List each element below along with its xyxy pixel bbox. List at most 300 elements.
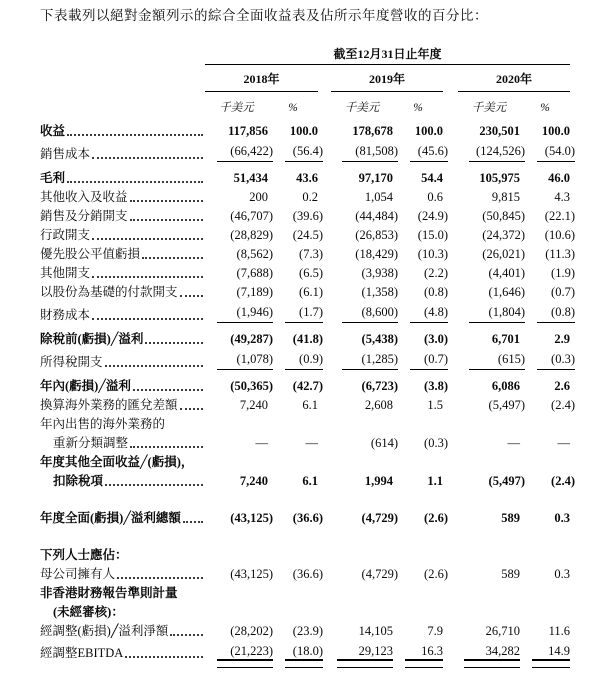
- dot-leader: [180, 295, 203, 297]
- percent-cell: [268, 623, 323, 639]
- cell-value: 0.2: [302, 190, 318, 204]
- percent-cell: [268, 378, 323, 394]
- amount-cell: [458, 284, 525, 300]
- amount-cell: [331, 435, 398, 451]
- cell-value: (3,938): [361, 266, 398, 280]
- percent-cell: [520, 435, 570, 451]
- row-label: 行政開支: [40, 228, 91, 242]
- amount-cell: [458, 246, 525, 262]
- row-label-cell: [40, 307, 205, 323]
- row-label: 財務成本: [40, 308, 91, 322]
- cell-value: 97,170: [358, 171, 393, 185]
- row-label: 母公司擁有人: [40, 567, 116, 581]
- percent-cell: [393, 123, 443, 139]
- cell-value: (44,484): [355, 209, 398, 223]
- percent-cell: [268, 510, 323, 526]
- percent-cell: [393, 566, 448, 582]
- row-label: 優先股公平值虧損: [40, 247, 141, 261]
- cell-value: (81,508): [342, 143, 398, 162]
- row-label-cell: [40, 227, 205, 243]
- cell-value: 2,608: [364, 398, 393, 412]
- amount-cell: [331, 566, 398, 582]
- cell-value: (2.6): [424, 567, 448, 581]
- cell-value: —: [557, 436, 570, 450]
- cell-value: (10.6): [544, 228, 575, 242]
- percent-cell: [268, 643, 323, 661]
- amount-cell: [458, 304, 525, 323]
- cell-value: (1,646): [488, 285, 525, 299]
- row-label: 年內出售的海外業務的: [40, 417, 166, 431]
- cell-value: (10.3): [417, 247, 448, 261]
- row-label-cell: [40, 510, 205, 526]
- amount-cell: [458, 227, 525, 243]
- cell-value: 4.3: [554, 190, 570, 204]
- amount-cell: [205, 143, 273, 162]
- cell-value: 100.0: [414, 124, 443, 138]
- cell-value: (614): [370, 436, 398, 450]
- cell-value: (1,285): [342, 351, 398, 370]
- row-label: 重新分類調整: [53, 436, 129, 450]
- cell-value: —: [305, 436, 318, 450]
- unit-headers: [205, 101, 570, 115]
- percent-cell: [393, 246, 448, 262]
- percent-cell: [520, 246, 575, 262]
- cell-value: 14.9: [532, 643, 570, 661]
- row-label: 年度其他全面收益╱(虧損)，: [40, 455, 194, 469]
- cell-value: (11.3): [545, 247, 575, 261]
- percent-cell: [268, 189, 318, 205]
- amount-cell: [205, 123, 268, 139]
- amount-cell: [205, 246, 273, 262]
- percent-cell: [520, 265, 575, 281]
- amount-cell: [458, 351, 525, 370]
- cell-value: (41.8): [292, 332, 323, 346]
- percent-cell: [520, 123, 570, 139]
- table-row: [40, 300, 575, 323]
- percent-cell: [393, 227, 448, 243]
- cell-value: (0.8): [424, 285, 448, 299]
- amount-cell: [205, 189, 268, 205]
- row-label-cell: [40, 585, 570, 601]
- amount-cell: [205, 378, 273, 394]
- cell-value: (1,078): [217, 351, 273, 370]
- amount-cell: [458, 435, 520, 451]
- table-row: [40, 205, 575, 224]
- cell-value: (4.8): [410, 304, 448, 323]
- cell-value: 6,086: [491, 379, 520, 393]
- dot-leader: [125, 656, 203, 658]
- cell-value: (28,829): [230, 228, 273, 242]
- row-label-cell: [40, 189, 205, 205]
- amount-cell: [331, 473, 393, 489]
- amount-cell: [331, 123, 393, 139]
- row-label: 其他開支: [40, 266, 91, 280]
- cell-value: 6.1: [302, 398, 318, 412]
- amount-cell: [331, 227, 398, 243]
- table-row: [40, 120, 570, 139]
- cell-value: 2.9: [554, 332, 570, 346]
- cell-value: 6,701: [491, 332, 520, 346]
- percent-cell: [268, 351, 323, 370]
- cell-value: (56.4): [285, 143, 323, 162]
- cell-value: (0.3): [537, 351, 575, 370]
- amount-cell: [205, 623, 273, 639]
- cell-value: (24,372): [482, 228, 525, 242]
- percent-cell: [268, 208, 323, 224]
- cell-value: (0.8): [537, 304, 575, 323]
- dot-leader: [67, 181, 203, 183]
- cell-value: 11.6: [548, 624, 570, 638]
- row-label: 非香港財務報告準則計量: [40, 586, 178, 600]
- percent-cell: [520, 566, 570, 582]
- table-row: [40, 451, 570, 470]
- cell-value: 43.6: [296, 171, 318, 185]
- percent-label-2019: %: [413, 102, 423, 114]
- percent-cell: [393, 170, 443, 186]
- amount-cell: [458, 378, 520, 394]
- cell-value: (26,021): [482, 247, 525, 261]
- cell-value: (36.6): [292, 567, 323, 581]
- cell-value: 1.5: [427, 398, 443, 412]
- cell-value: 16.3: [405, 643, 443, 661]
- amount-cell: [331, 397, 393, 413]
- table-row: [40, 347, 575, 370]
- cell-value: (8,562): [236, 247, 273, 261]
- cell-value: (7,189): [236, 285, 273, 299]
- percent-cell: [268, 331, 323, 347]
- percent-label-2018: %: [288, 102, 298, 114]
- percent-cell: [393, 397, 443, 413]
- percent-cell: [393, 378, 448, 394]
- row-label-cell: [40, 265, 205, 281]
- row-label-cell: [40, 473, 205, 489]
- cell-value: 2.6: [554, 379, 570, 393]
- percent-cell: [268, 265, 323, 281]
- amount-cell: [458, 170, 520, 186]
- cell-value: (4,729): [361, 511, 398, 525]
- cell-value: (6.5): [299, 266, 323, 280]
- row-label-cell: [40, 416, 570, 432]
- dot-leader: [170, 634, 203, 636]
- percent-label-2020: %: [540, 102, 550, 114]
- row-label: 換算海外業務的匯兌差額: [40, 398, 178, 412]
- cell-value: (6,723): [361, 379, 398, 393]
- amount-cell: [205, 566, 273, 582]
- amount-cell: [458, 473, 525, 489]
- amount-cell: [458, 623, 520, 639]
- percent-cell: [520, 284, 575, 300]
- cell-value: (22.1): [544, 209, 575, 223]
- dot-leader: [142, 257, 203, 259]
- amount-cell: [331, 143, 398, 162]
- percent-cell: [520, 510, 570, 526]
- cell-value: 0.3: [554, 511, 570, 525]
- amount-cell: [205, 397, 268, 413]
- amount-cell: [205, 208, 273, 224]
- cell-value: (7.3): [299, 247, 323, 261]
- amount-cell: [331, 304, 398, 323]
- table-row: [40, 243, 575, 262]
- cell-value: 0.6: [427, 190, 443, 204]
- row-label: 銷售及分銷開支: [40, 209, 128, 223]
- amount-cell: [331, 331, 398, 347]
- cell-value: (1,804): [469, 304, 525, 323]
- amount-cell: [458, 566, 520, 582]
- cell-value: (5,497): [488, 398, 525, 412]
- dot-leader: [145, 342, 203, 344]
- cell-value: (18,429): [355, 247, 398, 261]
- percent-cell: [520, 143, 575, 162]
- table-header: [205, 47, 570, 115]
- amount-cell: [331, 189, 393, 205]
- cell-value: 100.0: [541, 124, 570, 138]
- percent-cell: [393, 143, 448, 162]
- dot-leader: [130, 446, 203, 448]
- amount-cell: [205, 284, 273, 300]
- dot-leader: [92, 157, 203, 159]
- amount-cell: [205, 170, 268, 186]
- amount-cell: [331, 265, 398, 281]
- cell-value: (4,401): [488, 266, 525, 280]
- percent-cell: [520, 331, 570, 347]
- row-label: (未經審核)：: [53, 605, 124, 619]
- cell-value: 100.0: [289, 124, 318, 138]
- cell-value: (2.2): [424, 266, 448, 280]
- percent-cell: [393, 623, 443, 639]
- table-row: [40, 224, 575, 243]
- cell-value: —: [507, 436, 520, 450]
- amount-cell: [205, 265, 273, 281]
- table-row: [40, 639, 570, 661]
- table-row: [40, 281, 575, 300]
- cell-value: (42.7): [292, 379, 323, 393]
- cell-value: 1,994: [364, 474, 393, 488]
- table-body: [0, 120, 614, 675]
- row-label-cell: [40, 435, 205, 451]
- cell-value: (615): [469, 351, 525, 370]
- row-label: 以股份為基礎的付款開支: [40, 285, 178, 299]
- dot-leader: [67, 134, 203, 136]
- amount-cell: [205, 227, 273, 243]
- dot-leader: [92, 238, 203, 240]
- cell-value: (24.9): [417, 209, 448, 223]
- cell-value: 46.0: [548, 171, 570, 185]
- percent-cell: [520, 170, 570, 186]
- amount-cell: [458, 397, 525, 413]
- row-label-cell: [40, 397, 205, 413]
- amount-cell: [205, 351, 273, 370]
- percent-cell: [268, 566, 323, 582]
- amount-cell: [331, 170, 393, 186]
- cell-value: 9,815: [491, 190, 520, 204]
- percent-cell: [393, 208, 448, 224]
- table-row: [40, 394, 575, 413]
- cell-value: (28,202): [230, 624, 273, 638]
- cell-value: (26,853): [355, 228, 398, 242]
- cell-value: 34,282: [464, 643, 520, 661]
- percent-cell: [268, 397, 318, 413]
- cell-value: 200: [249, 190, 268, 204]
- cell-value: (1.7): [285, 304, 323, 323]
- cell-value: (49,287): [230, 332, 273, 346]
- cell-value: (43,125): [230, 511, 273, 525]
- cell-value: (5,497): [488, 474, 525, 488]
- percent-cell: [268, 473, 318, 489]
- row-label: 經調整EBITDA: [40, 646, 124, 660]
- amount-cell: [458, 643, 520, 661]
- cell-value: 54.4: [421, 171, 443, 185]
- table-row: [40, 186, 570, 205]
- amount-cell: [205, 304, 273, 323]
- cell-value: 26,710: [485, 624, 520, 638]
- row-label: 年內(虧損)╱溢利: [40, 379, 131, 393]
- row-label-cell: [40, 645, 205, 661]
- cell-value: 7.9: [427, 624, 443, 638]
- percent-cell: [393, 643, 443, 661]
- percent-cell: [393, 435, 448, 451]
- cell-value: (39.6): [292, 209, 323, 223]
- cell-value: (50,845): [482, 209, 525, 223]
- period-header: 截至12月31日止年度: [205, 47, 570, 65]
- row-label-cell: [40, 208, 205, 224]
- document-page: [0, 7, 614, 675]
- percent-cell: [268, 227, 323, 243]
- row-label: 毛利: [40, 171, 66, 185]
- amount-cell: [331, 643, 393, 661]
- cell-value: (45.6): [410, 143, 448, 162]
- row-label-cell: [40, 246, 205, 262]
- cell-value: (0.3): [424, 436, 448, 450]
- row-label: 其他收入及收益: [40, 190, 128, 204]
- table-row: [40, 432, 570, 451]
- year-header-2019: 2019年: [331, 72, 443, 92]
- row-label-cell: [40, 170, 205, 186]
- cell-value: (0.7): [551, 285, 575, 299]
- amount-cell: [458, 331, 520, 347]
- cell-value: (2.4): [551, 398, 575, 412]
- amount-cell: [458, 189, 520, 205]
- amount-cell: [331, 510, 398, 526]
- dot-leader: [130, 200, 203, 202]
- cell-value: (124,526): [469, 143, 525, 162]
- cell-value: (5,438): [361, 332, 398, 346]
- amount-cell: [458, 208, 525, 224]
- percent-cell: [520, 351, 575, 370]
- percent-cell: [520, 227, 575, 243]
- row-label-cell: [40, 604, 570, 620]
- cell-value: 589: [501, 567, 520, 581]
- cell-value: 51,434: [233, 171, 268, 185]
- table-row: [40, 620, 570, 639]
- row-label-cell: [40, 123, 205, 139]
- cell-value: (0.9): [285, 351, 323, 370]
- percent-cell: [268, 170, 318, 186]
- percent-cell: [268, 123, 318, 139]
- dot-leader: [92, 318, 203, 320]
- cell-value: (8,600): [342, 304, 398, 323]
- amount-cell: [458, 510, 520, 526]
- percent-cell: [393, 189, 443, 205]
- cell-value: (43,125): [230, 567, 273, 581]
- table-row: [40, 375, 570, 394]
- cell-value: 0.3: [554, 567, 570, 581]
- cell-value: 230,501: [479, 124, 520, 138]
- row-label: 所得稅開支: [40, 355, 103, 369]
- cell-value: 7,240: [239, 474, 268, 488]
- row-label-cell: [40, 547, 570, 563]
- row-label-cell: [40, 354, 205, 370]
- year-header-2020: 2020年: [458, 72, 570, 92]
- cell-value: 29,123: [337, 643, 393, 661]
- amount-cell: [331, 378, 398, 394]
- row-label-cell: [40, 623, 205, 639]
- table-row: [40, 262, 575, 281]
- percent-cell: [268, 284, 323, 300]
- amount-cell: [205, 643, 273, 661]
- percent-cell: [520, 208, 575, 224]
- row-label-cell: [40, 284, 205, 300]
- table-row: [40, 413, 570, 432]
- dot-leader: [130, 219, 203, 221]
- percent-cell: [393, 473, 443, 489]
- dot-leader: [117, 577, 203, 579]
- table-row: [40, 507, 570, 526]
- table-row: [40, 470, 575, 489]
- cell-value: 589: [501, 511, 520, 525]
- unit-label-2019: 千美元: [344, 102, 380, 114]
- percent-cell: [520, 643, 570, 661]
- table-row: [40, 601, 570, 620]
- percent-cell: [393, 351, 448, 370]
- amount-cell: [205, 435, 268, 451]
- year-header-2018: 2018年: [205, 72, 318, 92]
- table-row: [40, 139, 575, 162]
- percent-cell: [268, 246, 323, 262]
- cell-value: —: [255, 436, 268, 450]
- table-row: [40, 582, 570, 601]
- percent-cell: [393, 510, 448, 526]
- cell-value: (15.0): [417, 228, 448, 242]
- row-label: 收益: [40, 124, 66, 138]
- row-label-cell: [40, 566, 205, 582]
- cell-value: 14,105: [358, 624, 393, 638]
- row-label: 經調整(虧損)╱溢利淨額: [40, 624, 169, 638]
- row-label: 除稅前(虧損)╱溢利: [40, 332, 144, 346]
- dot-leader: [183, 521, 203, 523]
- amount-cell: [458, 123, 520, 139]
- cell-value: (0.7): [410, 351, 448, 370]
- amount-cell: [331, 246, 398, 262]
- cell-value: (46,707): [230, 209, 273, 223]
- row-label-cell: [40, 331, 205, 347]
- row-label: 扣除稅項: [53, 474, 104, 488]
- unit-label-2020: 千美元: [471, 102, 507, 114]
- amount-cell: [331, 623, 393, 639]
- percent-cell: [520, 473, 575, 489]
- cell-value: 1.1: [427, 474, 443, 488]
- cell-value: (66,422): [217, 143, 273, 162]
- cell-value: (1.9): [551, 266, 575, 280]
- dot-leader: [105, 365, 203, 367]
- amount-cell: [331, 208, 398, 224]
- dot-leader: [180, 408, 203, 410]
- percent-cell: [520, 189, 570, 205]
- cell-value: (21,223): [217, 643, 273, 661]
- cell-value: (3.8): [424, 379, 448, 393]
- dot-leader: [92, 276, 203, 278]
- income-statement-table: [0, 47, 614, 675]
- table-row: [40, 328, 570, 347]
